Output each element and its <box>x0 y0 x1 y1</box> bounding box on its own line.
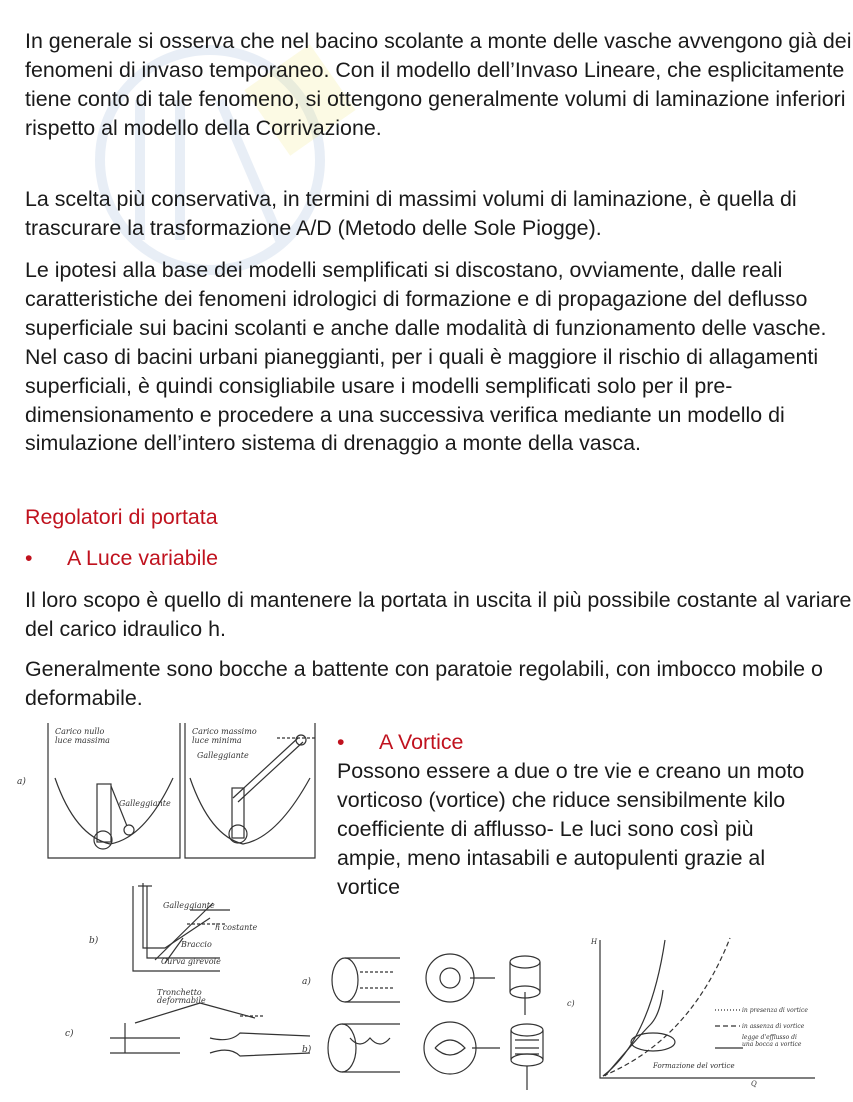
graph-legend-legge-2: una bocca a vortice <box>742 1041 802 1048</box>
text-luce-minima: luce minima <box>192 736 242 745</box>
label-vortex-b: b) <box>302 1045 312 1055</box>
bullet-luce-label: A Luce variabile <box>67 546 219 570</box>
heading-regolatori: Regolatori di portata <box>25 505 218 529</box>
text-braccio: Braccio <box>181 940 212 949</box>
text-tronchetto: Tronchetto <box>157 988 202 997</box>
text-galleggiante-a1: Galleggiante <box>119 799 171 808</box>
label-c: c) <box>65 1029 74 1039</box>
label-a: a) <box>17 777 26 787</box>
graph-axis-y: H <box>591 938 598 946</box>
graph-formazione: Formazione del vortice <box>653 1062 735 1070</box>
paragraph-ipotesi: Le ipotesi alla base dei modelli semplificati si discostano, ovviamente, dalle reali caratteristiche dei fenomeni idrologici di formazione e di propagazione del deflusso superficiale sui bacini scolanti e anche dalle modalità di funzionamento delle vasche. Nel caso di bacini urbani pianeggianti, per i quali è maggiore il rischio di allagamenti superficiali, è quindi consigliabile usare i modelli semplificati solo per il pre-dimensionamento e procedere a una successiva verifica mediante un modello di simulazione dell’intero sistema di drenaggio a monte della vasca. <box>25 258 827 456</box>
text-galleggiante-a2: Galleggiante <box>197 751 249 760</box>
graph-legend-legge-1: legge d'efflusso di <box>742 1034 797 1041</box>
figure-vortex-regulators <box>300 940 570 1095</box>
text-luce-massima: luce massima <box>55 736 110 745</box>
text-carico-nullo: Carico nullo <box>55 727 105 736</box>
figure-vortex-graph <box>565 930 835 1090</box>
bullet-dot: • <box>25 546 33 570</box>
paragraph-invaso: In generale si osserva che nel bacino scolante a monte delle vasche avvengono già dei fenomeni di invaso temporaneo. Con il modello dell’Invaso Lineare, che esplicitamente tiene conto di tale fenomeno, si ottengono generalmente volumi di laminazione inferiori rispetto al modello della Corrivazione. <box>25 29 852 140</box>
paragraph-scopo: Il loro scopo è quello di mantenere la portata in uscita il più possibile costante al variare del carico idraulico h. <box>25 588 852 641</box>
graph-label-c: c) <box>567 999 575 1008</box>
label-vortex-a: a) <box>302 977 311 987</box>
text-galleggiante-b: Galleggiante <box>163 901 215 910</box>
bullet-dot: • <box>337 730 345 754</box>
text-curva-girevole: Curva girevole <box>161 957 221 966</box>
paragraph-bocche: Generalmente sono bocche a battente con paratoie regolabili, con imbocco mobile o deformabile. <box>25 657 823 710</box>
bullet-vortice <box>337 728 637 756</box>
text-carico-massimo: Carico massimo <box>192 727 257 736</box>
figure-float-regulators <box>15 718 320 1088</box>
paragraph-scelta: La scelta più conservativa, in termini di massimi volumi di laminazione, è quella di trascurare la trasformazione A/D (Metodo delle Sole Piogge). <box>25 187 797 240</box>
graph-legend-presenza: in presenza di vortice <box>742 1007 808 1014</box>
graph-legend-assenza: in assenza di vortice <box>742 1023 805 1030</box>
bullet-luce-variabile <box>25 544 325 572</box>
bullet-vortice-label: A Vortice <box>379 730 464 754</box>
text-h-costante: h costante <box>215 923 258 932</box>
label-b: b) <box>89 936 99 946</box>
paragraph-vortice: Possono essere a due o tre vie e creano un moto vorticoso (vortice) che riduce sensibilmente kilo coefficiente di afflusso- Le luci sono così più ampie, meno intasabili e autopulenti grazie al vortice <box>337 759 805 899</box>
graph-axis-x: Q <box>751 1080 757 1088</box>
text-deformabile: deformabile <box>157 996 206 1005</box>
